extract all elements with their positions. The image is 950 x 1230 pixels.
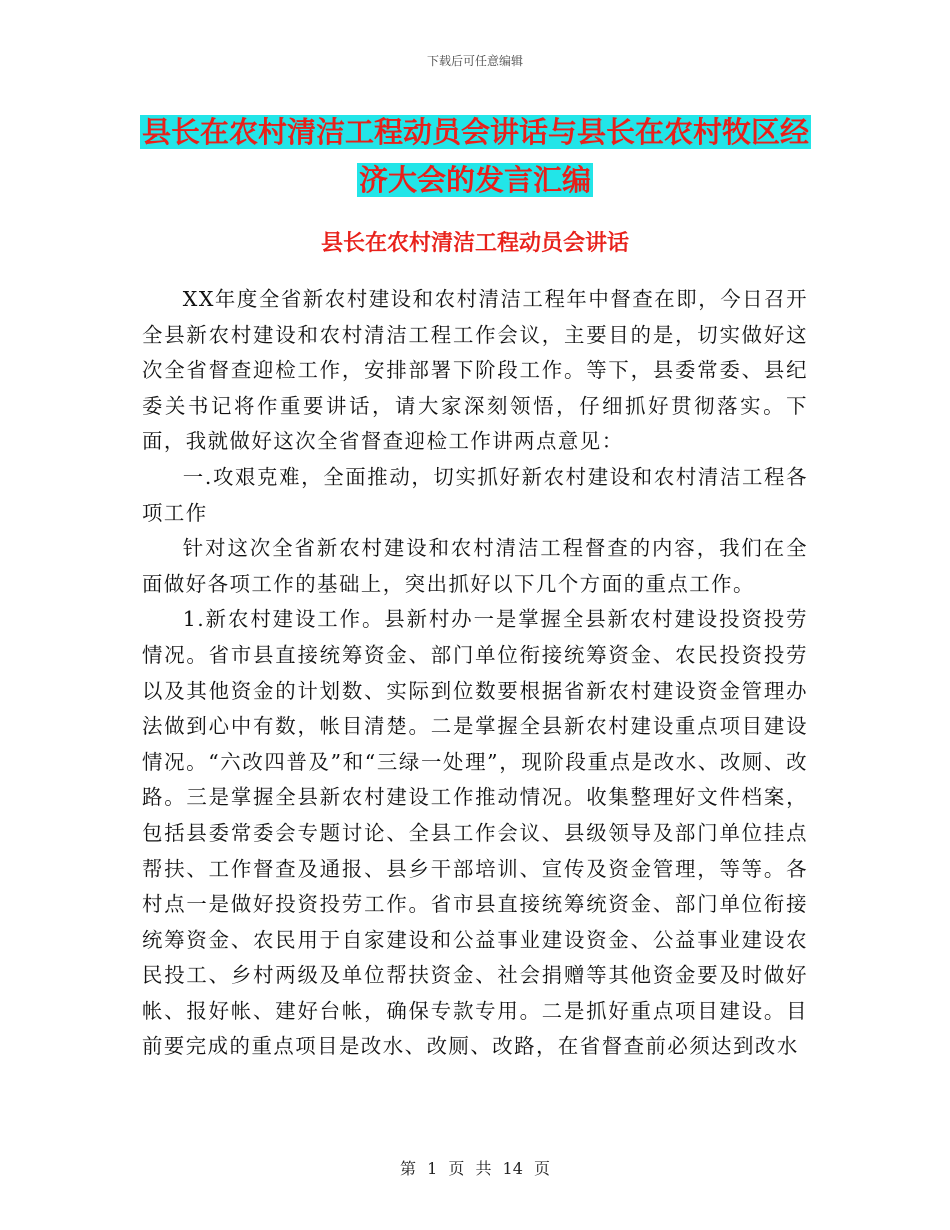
page-number-footer: 第 1 页 共 14 页 xyxy=(400,1159,550,1178)
paragraph: 一.攻艰克难，全面推动，切实抓好新农村建设和农村清洁工程各项工作 xyxy=(142,464,808,525)
header-note: 下载后可任意编辑 xyxy=(426,54,523,68)
paragraph: 1.新农村建设工作。县新村办一是掌握全县新农村建设投资投劳情况。省市县直接统筹资金、部门单位衔接统筹资金、农民投资投劳以及其他资金的计划数、实际到位数要根据省新农村建设资金管理办法做到心中有数，帐目清楚。二是掌握全县新农村建设重点项目建设情况。“六改四普及”和“三绿一处理”，现阶段重点是改水、改厕、改路。三是掌握全县新农村建设工作推动情况。收集整理好文件档案，包括县委常委会专题讨论、全县工作会议、县级领导及部门单位挂点帮扶、工作督查及通报、县乡干部培训、宣传及资金管理，等等。各村点一是做好投资投劳工作。省市县直接统筹统资金、部门单位衔接统筹资金、农民用于自家建设和公益事业建设资金、公益事业建设农民投工、乡村两级及单位帮扶资金、社会捐赠等其他资金要及时做好帐、报好帐、建好台帐，确保专款专用。二是抓好重点项目建设。目前要完成的重点项目是改水、改厕、改路，在省督查前必须达到改水 xyxy=(142,607,808,1059)
section-title: 县长在农村清洁工程动员会讲话 xyxy=(320,231,629,256)
document-title-text: 县长在农村清洁工程动员会讲话与县长在农村牧区经济大会的发言汇编 xyxy=(142,115,810,197)
document-title xyxy=(140,108,810,204)
body-text xyxy=(142,282,808,1065)
paragraph: 针对这次全省新农村建设和农村清洁工程督查的内容，我们在全面做好各项工作的基础上，突出抓好以下几个方面的重点工作。 xyxy=(142,536,808,596)
paragraph: XX年度全省新农村建设和农村清洁工程年中督查在即，今日召开全县新农村建设和农村清洁工程工作会议，主要目的是，切实做好这次全省督查迎检工作，安排部署下阶段工作。等下，县委常委、县纪委关书记将作重要讲话，请大家深刻领悟，仔细抓好贯彻落实。下面，我就做好这次全省督查迎检工作讲两点意见： xyxy=(142,287,808,454)
